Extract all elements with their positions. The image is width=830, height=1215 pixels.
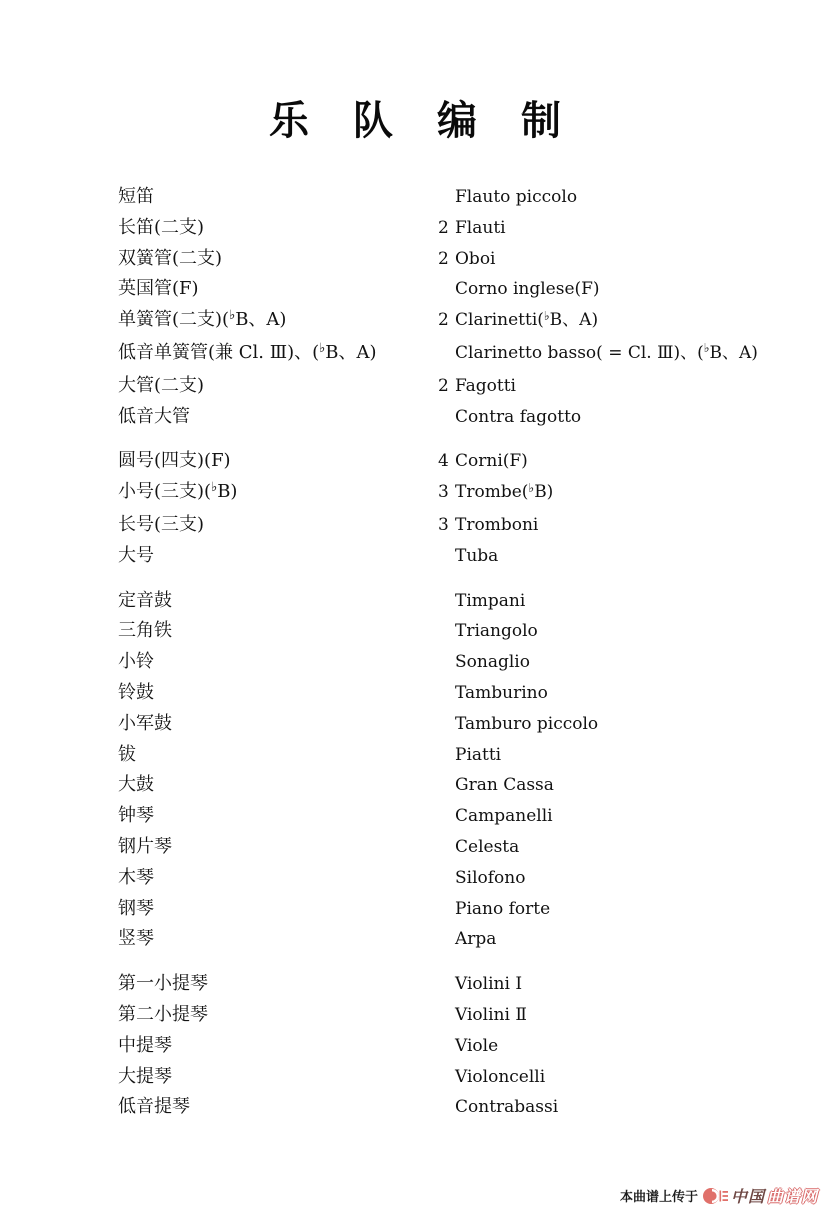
instrument-name-western xyxy=(438,832,519,863)
instrument-name-zh: 长笛(二支) xyxy=(118,216,205,238)
instrument-name-western xyxy=(438,182,577,213)
footer xyxy=(620,1184,818,1207)
instrument-name-latin: Gran Cassa xyxy=(455,775,554,796)
instrument-row xyxy=(118,244,830,275)
instrument-row xyxy=(118,647,830,678)
instrument-section-brass xyxy=(118,446,830,571)
instrument-name-western xyxy=(438,801,553,832)
instrument-row xyxy=(118,770,830,801)
instrument-name-latin: Viole xyxy=(455,1035,499,1056)
instrument-name-zh: 大号 xyxy=(118,544,154,566)
instrument-name-latin: Tuba xyxy=(455,545,499,566)
instrument-name-latin: Celesta xyxy=(455,836,520,857)
instrument-name-zh: 圆号(四支)(F) xyxy=(118,450,231,472)
instrument-name-western xyxy=(438,477,553,510)
instrument-row xyxy=(118,402,830,433)
instrument-row xyxy=(118,1092,830,1123)
instrument-name-latin: Tromboni xyxy=(455,514,539,535)
instrument-name-western xyxy=(438,924,496,955)
instrument-name-western xyxy=(438,1092,558,1123)
footer-upload-text: 本曲谱上传于 xyxy=(619,1190,698,1205)
instrument-row xyxy=(118,709,830,740)
instrument-row xyxy=(118,338,830,371)
instrument-row xyxy=(118,213,830,244)
instrument-name-zh: 低音提琴 xyxy=(118,1096,190,1118)
instrument-name-zh: 双簧管(二支) xyxy=(118,247,223,269)
instrument-name-latin: Corno inglese(F) xyxy=(455,279,600,300)
instrument-name-latin: Contrabassi xyxy=(455,1097,559,1118)
instrument-name-zh: 钹 xyxy=(118,743,136,765)
instrument-section-percussion-keyboard xyxy=(118,586,830,956)
instrument-name-latin: Sonaglio xyxy=(455,652,530,673)
instrument-name-western xyxy=(438,213,506,244)
instrument-name-latin: Silofono xyxy=(455,867,526,888)
instrument-name-zh: 长号(三支) xyxy=(118,513,205,535)
instrument-name-western xyxy=(438,616,538,647)
instrument-name-zh: 低音单簧管(兼 Cl. Ⅲ)、(♭B、A) xyxy=(118,341,377,363)
instrument-name-latin: Flauto piccolo xyxy=(455,187,578,207)
instrument-name-western xyxy=(438,510,538,541)
site-logo xyxy=(703,1184,818,1207)
instrument-name-latin: Arpa xyxy=(455,929,497,950)
instrument-name-zh: 短笛 xyxy=(118,186,154,207)
instrument-name-latin: Corni(F) xyxy=(455,451,528,472)
instrument-name-latin: Fagotti xyxy=(455,375,516,396)
instrument-name-western xyxy=(438,678,548,709)
instrument-name-western xyxy=(438,402,581,433)
instrument-row xyxy=(118,863,830,894)
instrument-name-western xyxy=(438,274,600,305)
instrument-name-latin: Flauti xyxy=(455,217,506,238)
instrument-row xyxy=(118,924,830,955)
instrument-name-western xyxy=(438,1031,498,1062)
instrument-name-latin: Piatti xyxy=(455,744,502,765)
instrument-row xyxy=(118,586,830,617)
instrument-name-western xyxy=(438,541,498,572)
instrument-name-zh: 低音大管 xyxy=(118,405,190,427)
instrument-name-latin: Piano forte xyxy=(455,898,551,919)
instrument-section-strings xyxy=(118,969,830,1123)
instrument-name-latin: Clarinetti(♭B、A) xyxy=(455,308,599,331)
instrument-name-zh: 铃鼓 xyxy=(118,681,154,703)
instrument-row xyxy=(118,541,830,572)
instrument-name-western xyxy=(438,770,554,801)
instrument-row xyxy=(118,678,830,709)
instrument-name-zh: 大提琴 xyxy=(118,1065,172,1087)
instrument-name-western xyxy=(438,894,550,925)
instrument-row xyxy=(118,305,830,338)
instrument-name-western xyxy=(438,1062,545,1093)
instrument-name-western xyxy=(438,446,528,477)
instrument-name-zh: 三角铁 xyxy=(118,620,172,642)
instrument-row xyxy=(118,801,830,832)
instrument-row xyxy=(118,274,830,305)
instrument-quantity: 2 xyxy=(438,248,449,269)
logo-text-qupuwang: 曲谱网 xyxy=(766,1187,818,1206)
instrument-name-zh: 钢片琴 xyxy=(118,835,172,857)
instrument-row xyxy=(118,371,830,402)
instrument-name-latin: Violoncelli xyxy=(455,1066,546,1087)
instrument-quantity: 2 xyxy=(438,217,449,238)
instrument-name-zh: 第一小提琴 xyxy=(118,973,208,995)
instrument-name-zh: 英国管(F) xyxy=(118,278,199,300)
instrument-quantity: 3 xyxy=(438,482,449,503)
instrument-name-western xyxy=(438,740,501,771)
instrument-name-western xyxy=(438,647,530,678)
instrument-name-western xyxy=(438,1000,527,1031)
instrument-name-zh: 竖琴 xyxy=(118,928,154,950)
music-disc-icon xyxy=(703,1187,729,1205)
instrument-row xyxy=(118,832,830,863)
instrument-name-latin: Triangolo xyxy=(455,621,538,642)
instrument-name-zh: 钢琴 xyxy=(118,897,154,919)
instrument-name-zh: 小军鼓 xyxy=(118,712,172,734)
instrument-name-latin: Violini Ⅰ xyxy=(455,974,523,995)
instrument-name-zh: 小铃 xyxy=(118,651,154,673)
instrument-name-latin: Trombe(♭B) xyxy=(455,480,554,503)
instrument-name-western xyxy=(438,969,522,1000)
instrument-row xyxy=(118,182,830,213)
instrument-name-western xyxy=(438,863,525,894)
instrument-row xyxy=(118,446,830,477)
page-title: 乐队编制 xyxy=(269,97,605,144)
instrument-name-latin: Tamburino xyxy=(455,682,548,703)
instrument-list xyxy=(0,182,830,1123)
instrument-name-latin: Clarinetto basso( = Cl. Ⅲ)、(♭B、A) xyxy=(455,341,758,363)
instrument-name-zh: 中提琴 xyxy=(118,1034,172,1056)
instrument-name-zh: 定音鼓 xyxy=(118,589,172,611)
instrument-name-zh: 第二小提琴 xyxy=(118,1003,208,1025)
instrument-quantity: 3 xyxy=(438,514,449,535)
instrument-quantity: 2 xyxy=(438,375,449,396)
instrument-name-latin: Oboi xyxy=(455,248,496,269)
logo-text-china: 中国 xyxy=(730,1187,765,1206)
instrument-name-latin: Violini Ⅱ xyxy=(455,1004,527,1025)
instrument-name-latin: Contra fagotto xyxy=(455,406,582,427)
instrument-name-western xyxy=(438,371,516,402)
instrument-name-zh: 大鼓 xyxy=(118,774,154,796)
instrument-quantity: 2 xyxy=(438,310,449,331)
instrument-name-zh: 小号(三支)(♭B) xyxy=(118,480,238,503)
instrument-row xyxy=(118,740,830,771)
instrument-name-western xyxy=(438,709,598,740)
instrument-row xyxy=(118,616,830,647)
instrument-name-western xyxy=(438,586,525,617)
instrument-row xyxy=(118,510,830,541)
instrument-name-latin: Campanelli xyxy=(455,806,553,827)
instrument-row xyxy=(118,1000,830,1031)
instrument-name-western xyxy=(438,338,758,371)
instrument-name-zh: 钟琴 xyxy=(118,805,154,827)
instrument-row xyxy=(118,477,830,510)
instrument-row xyxy=(118,1062,830,1093)
instrument-section-woodwinds xyxy=(118,182,830,432)
instrument-name-western xyxy=(438,305,598,338)
instrument-quantity: 4 xyxy=(438,451,449,472)
instrument-row xyxy=(118,894,830,925)
instrument-row xyxy=(118,969,830,1000)
instrument-name-latin: Tamburo piccolo xyxy=(455,713,599,734)
instrument-row xyxy=(118,1031,830,1062)
instrument-name-zh: 单簧管(二支)(♭B、A) xyxy=(118,308,287,331)
instrument-name-zh: 大管(二支) xyxy=(118,374,205,396)
instrument-name-western xyxy=(438,244,496,275)
instrument-name-latin: Timpani xyxy=(455,590,526,611)
instrument-name-zh: 木琴 xyxy=(118,866,154,888)
